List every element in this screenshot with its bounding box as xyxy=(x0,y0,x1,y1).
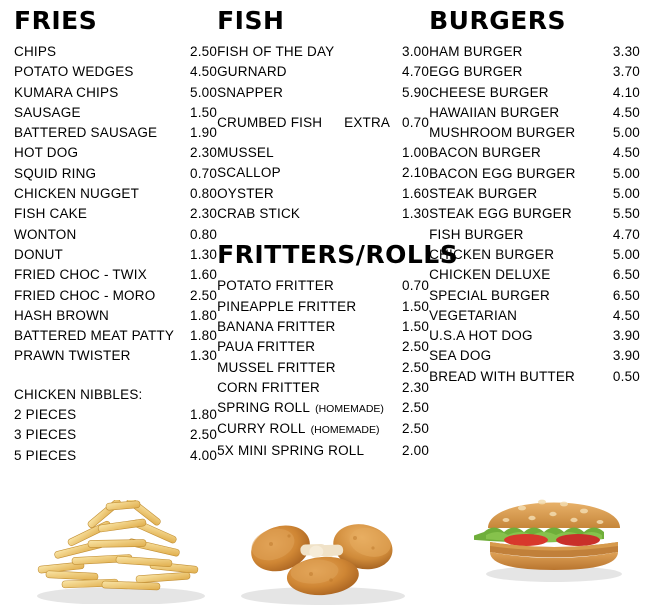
item-name: FISH OF THE DAY xyxy=(217,44,335,59)
item-price: 2.50 xyxy=(190,44,218,59)
menu-item xyxy=(217,83,429,103)
menu-item xyxy=(429,42,640,62)
menu-column-fries xyxy=(14,8,217,610)
item-price: 4.50 xyxy=(190,64,218,80)
item-price: 0.70 xyxy=(402,114,430,130)
menu-item xyxy=(429,83,640,103)
item-name: HAWAIIAN BURGER xyxy=(429,104,560,120)
item-price: 4.50 xyxy=(612,145,640,161)
menu-item xyxy=(429,62,640,82)
section-title-fish: FISH xyxy=(217,6,285,35)
spacer xyxy=(14,367,217,385)
menu-item xyxy=(14,164,217,184)
item-name: SPECIAL BURGER xyxy=(429,287,550,303)
menu-item xyxy=(217,317,429,337)
item-price: 5.00 xyxy=(190,84,218,100)
menu-item xyxy=(429,103,640,123)
item-price: 1.60 xyxy=(402,185,430,201)
item-price: 4.00 xyxy=(190,447,218,463)
item-price: 1.50 xyxy=(402,298,430,314)
item-name: HOT DOG xyxy=(14,145,79,161)
menu-item xyxy=(217,441,429,461)
item-price: 4.50 xyxy=(612,104,640,120)
item-name: CHEESE BURGER xyxy=(429,84,549,100)
menu-item xyxy=(429,184,640,204)
item-price: 4.10 xyxy=(612,84,640,100)
item-name: MUSSEL FRITTER xyxy=(217,359,336,375)
item-name: SAUSAGE xyxy=(14,104,81,120)
burgers-item-list xyxy=(429,42,640,387)
item-name: POTATO FRITTER xyxy=(217,278,334,294)
burger-photo xyxy=(474,480,634,584)
item-price: 6.50 xyxy=(612,287,640,303)
menu-item xyxy=(14,83,217,103)
menu-item xyxy=(217,62,429,82)
menu-item xyxy=(217,297,429,317)
menu-item xyxy=(217,42,429,62)
item-name: FISH BURGER xyxy=(429,226,524,242)
spacer xyxy=(217,103,429,113)
menu-item xyxy=(217,419,429,440)
fritters-item-list xyxy=(217,276,429,461)
menu-item xyxy=(14,286,217,306)
menu-item xyxy=(217,337,429,357)
menu-item xyxy=(14,245,217,265)
item-name: BREAD WITH BUTTER xyxy=(429,368,575,384)
item-price: 0.80 xyxy=(190,186,218,202)
item-price: 2.50 xyxy=(190,427,218,443)
item-price: 2.00 xyxy=(402,442,430,458)
item-name: MUSHROOM BURGER xyxy=(429,125,576,141)
item-name: PRAWN TWISTER xyxy=(14,348,131,364)
chicken-nibbles-list xyxy=(14,405,217,466)
menu-item xyxy=(429,143,640,163)
menu-item xyxy=(429,123,640,143)
menu-item xyxy=(217,184,429,204)
item-name: MUSSEL xyxy=(217,145,274,161)
menu-item xyxy=(429,245,640,265)
item-name: PAUA FRITTER xyxy=(217,339,316,355)
menu-item xyxy=(217,358,429,378)
menu-item xyxy=(14,425,217,445)
fried-chicken-illustration xyxy=(231,496,411,606)
item-price: 5.00 xyxy=(612,165,640,181)
menu-item xyxy=(217,204,429,224)
menu-item xyxy=(217,276,429,296)
item-price: 5.00 xyxy=(612,246,640,262)
item-price: 4.70 xyxy=(612,226,640,242)
item-price: 0.70 xyxy=(402,278,430,294)
menu-column-fish xyxy=(217,6,459,610)
item-price: 2.10 xyxy=(402,165,430,181)
fries-illustration xyxy=(32,500,210,604)
menu-item xyxy=(217,398,429,419)
menu-item xyxy=(14,204,217,224)
menu-item xyxy=(217,378,429,398)
item-name: CHIPS xyxy=(14,44,57,59)
item-price: 1.30 xyxy=(190,246,218,262)
section-title-fritters-rolls: FRITTERS/ROLLS xyxy=(217,240,459,270)
menu-item xyxy=(429,367,640,387)
item-price: 5.50 xyxy=(612,206,640,222)
menu-item xyxy=(14,103,217,123)
menu-item xyxy=(14,405,217,425)
item-price: 3.90 xyxy=(612,328,640,344)
menu-item xyxy=(14,62,217,82)
menu-item xyxy=(429,265,640,285)
item-price: 2.50 xyxy=(402,359,430,375)
item-price: 1.30 xyxy=(190,348,218,364)
menu-item xyxy=(14,184,217,204)
menu-item xyxy=(217,143,429,163)
item-name: BATTERED MEAT PATTY xyxy=(14,328,175,344)
item-price: 4.50 xyxy=(612,307,640,323)
item-name: BACON BURGER xyxy=(429,145,542,161)
item-name: CHICKEN NUGGET xyxy=(14,186,140,202)
burger-illustration xyxy=(474,480,634,584)
item-price: 1.80 xyxy=(190,307,218,323)
fries-item-list xyxy=(14,42,217,367)
item-price: 1.80 xyxy=(190,328,218,344)
item-name: CORN FRITTER xyxy=(217,379,320,395)
menu-item xyxy=(14,42,217,62)
item-name: SEA DOG xyxy=(429,348,492,364)
item-name: U.S.A HOT DOG xyxy=(429,328,533,344)
item-name: FISH CAKE xyxy=(14,206,88,222)
item-name: STEAK BURGER xyxy=(429,186,538,202)
item-note: (HOMEMADE) xyxy=(315,403,384,416)
item-price: 2.50 xyxy=(402,421,430,437)
item-name: POTATO WEDGES xyxy=(14,64,134,80)
item-name: HASH BROWN xyxy=(14,307,110,323)
item-name: SCALLOP xyxy=(217,165,281,181)
item-name: DONUT xyxy=(14,246,63,262)
item-name: CRUMBED FISH xyxy=(217,114,323,130)
item-name: 5 PIECES xyxy=(14,447,77,463)
menu-item xyxy=(14,346,217,366)
fried-chicken-photo xyxy=(231,496,411,606)
item-name: GURNARD xyxy=(217,64,287,80)
item-name: FRIED CHOC - MORO xyxy=(14,287,156,303)
item-name: HAM BURGER xyxy=(429,44,523,59)
item-name: SQUID RING xyxy=(14,165,97,181)
menu-item xyxy=(14,225,217,245)
item-price: 1.00 xyxy=(402,145,430,161)
item-price: 5.00 xyxy=(612,125,640,141)
item-name: 3 PIECES xyxy=(14,427,77,443)
item-price: 1.50 xyxy=(402,318,430,334)
item-price: 3.00 xyxy=(402,44,430,59)
menu-item xyxy=(14,306,217,326)
item-name: CURRY ROLL xyxy=(217,421,306,437)
item-name: SNAPPER xyxy=(217,84,284,100)
item-name: STEAK EGG BURGER xyxy=(429,206,572,222)
item-price: 0.50 xyxy=(612,368,640,384)
menu-item xyxy=(14,326,217,346)
item-price: 2.50 xyxy=(190,287,218,303)
item-name: PINEAPPLE FRITTER xyxy=(217,298,357,314)
menu-item xyxy=(429,164,640,184)
menu-item xyxy=(14,123,217,143)
item-price: 3.70 xyxy=(612,64,640,80)
item-price: 2.30 xyxy=(190,145,218,161)
menu-item xyxy=(14,446,217,466)
spacer xyxy=(217,133,429,143)
menu-item xyxy=(429,346,640,366)
item-name: EGG BURGER xyxy=(429,64,523,80)
item-price: 0.70 xyxy=(190,165,218,181)
item-name: BANANA FRITTER xyxy=(217,318,336,334)
menu-item xyxy=(429,306,640,326)
menu-item xyxy=(429,286,640,306)
item-price: 0.80 xyxy=(190,226,218,242)
section-title-fries: FRIES xyxy=(14,6,98,35)
item-name: CHICKEN BURGER xyxy=(429,246,555,262)
item-name: VEGETARIAN xyxy=(429,307,518,323)
section-title-burgers: BURGERS xyxy=(429,6,567,35)
item-name: FRIED CHOC - TWIX xyxy=(14,267,147,283)
item-price: 4.70 xyxy=(402,64,430,80)
item-price: 1.50 xyxy=(190,104,218,120)
item-price: 2.30 xyxy=(190,206,218,222)
menu-item xyxy=(14,265,217,285)
item-price: 2.50 xyxy=(402,400,430,416)
item-name: BACON EGG BURGER xyxy=(429,165,576,181)
item-price: 5.90 xyxy=(402,84,430,100)
item-price: 3.90 xyxy=(612,348,640,364)
menu-item xyxy=(429,204,640,224)
menu-item-crumbed-fish xyxy=(217,113,429,133)
item-price: 2.50 xyxy=(402,339,430,355)
item-name: CRAB STICK xyxy=(217,206,301,222)
item-note: EXTRA xyxy=(344,114,391,130)
menu-column-burgers xyxy=(429,8,640,610)
item-name: SPRING ROLL xyxy=(217,400,311,416)
chicken-nibbles-heading: CHICKEN NIBBLES: xyxy=(14,386,143,402)
item-price: 3.30 xyxy=(612,44,640,59)
item-name: WONTON xyxy=(14,226,77,242)
fries-photo xyxy=(32,500,210,604)
item-price: 1.80 xyxy=(190,407,218,423)
item-price: 1.30 xyxy=(402,206,430,222)
seafood-item-list xyxy=(217,143,429,224)
item-note: (HOMEMADE) xyxy=(310,424,380,437)
item-name: 5X MINI SPRING ROLL xyxy=(217,442,365,458)
item-price: 1.90 xyxy=(190,125,218,141)
menu-item xyxy=(217,163,429,183)
item-price: 5.00 xyxy=(612,186,640,202)
item-name: BATTERED SAUSAGE xyxy=(14,125,158,141)
item-price: 6.50 xyxy=(612,267,640,283)
menu-item xyxy=(429,326,640,346)
item-price: 2.30 xyxy=(402,379,430,395)
item-name: CHICKEN DELUXE xyxy=(429,267,551,283)
fish-item-list xyxy=(217,42,429,103)
menu-item xyxy=(14,143,217,163)
item-name: 2 PIECES xyxy=(14,407,77,423)
item-name: KUMARA CHIPS xyxy=(14,84,119,100)
item-name: OYSTER xyxy=(217,185,274,201)
menu-item xyxy=(429,225,640,245)
item-price: 1.60 xyxy=(190,267,218,283)
